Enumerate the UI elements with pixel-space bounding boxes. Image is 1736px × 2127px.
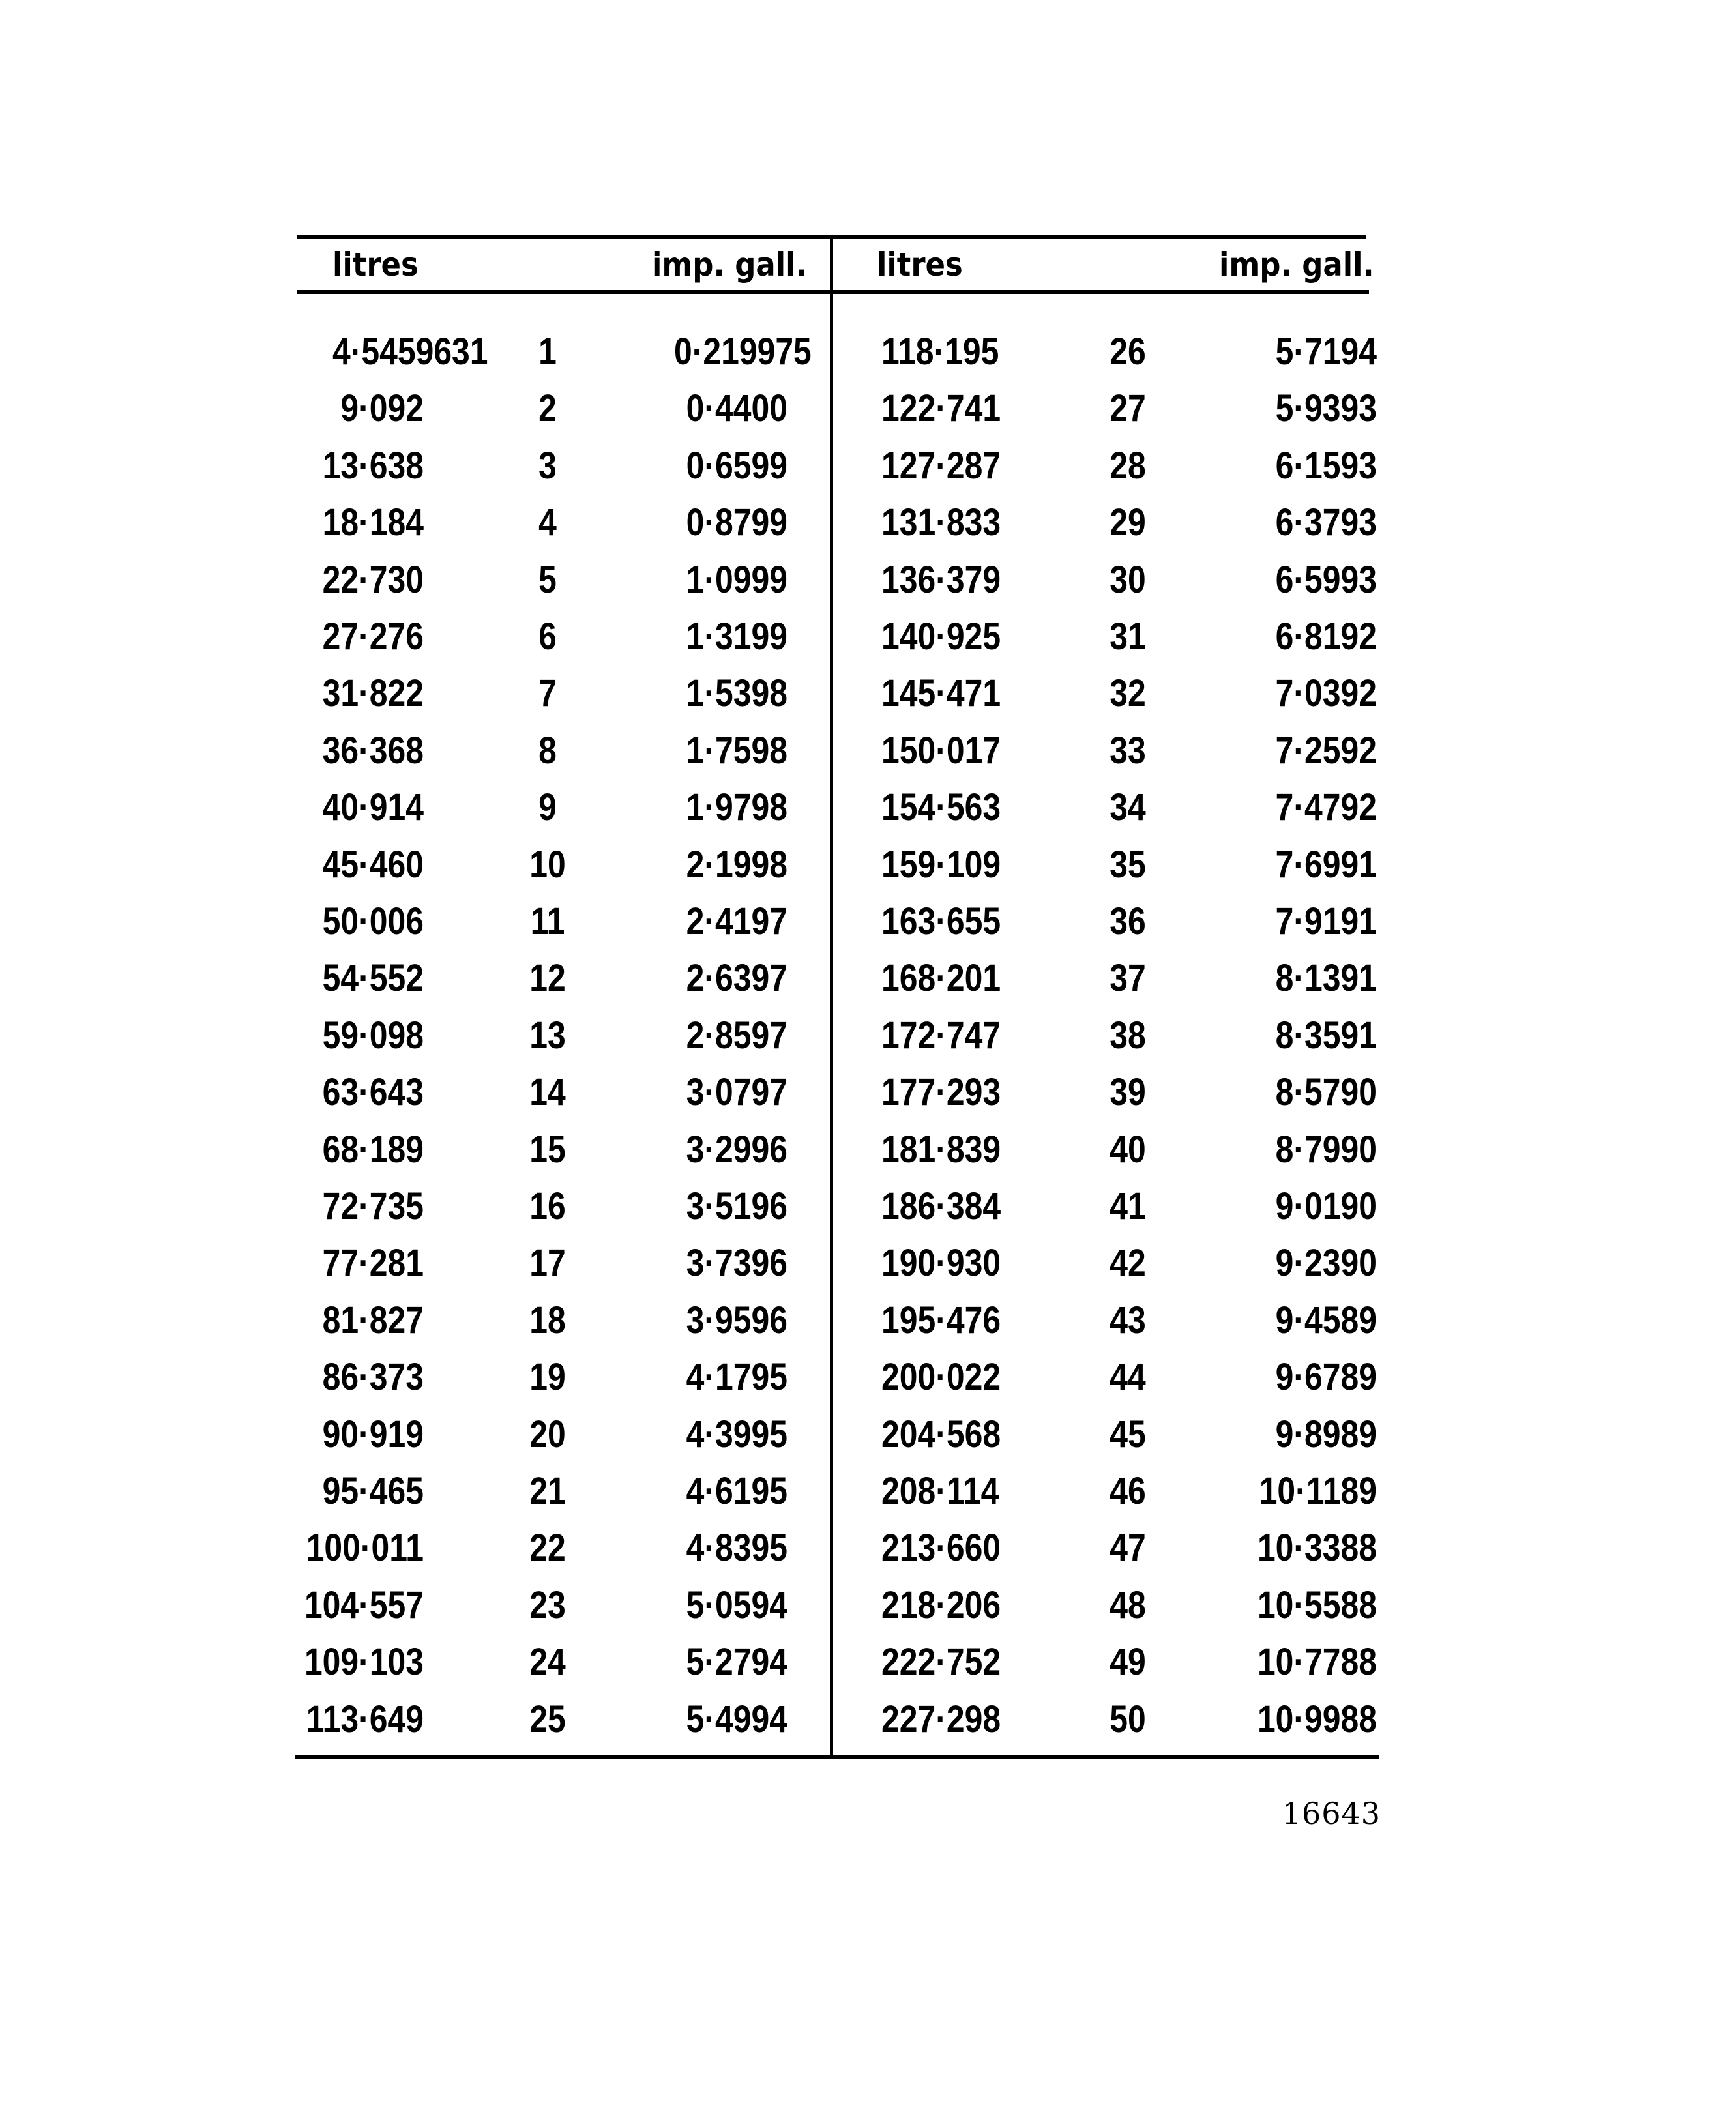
right-row-litres: 208·114	[881, 1470, 999, 1512]
right-row-number: 39	[1110, 1071, 1146, 1113]
right-row-imp-gall: 8·5790	[1275, 1071, 1377, 1113]
right-row-litres: 154·563	[881, 786, 1001, 829]
right-row-number: 40	[1110, 1128, 1146, 1171]
left-row-imp-gall: 2·1998	[686, 843, 787, 886]
right-row-number: 46	[1110, 1470, 1146, 1512]
header-left-litres: litres	[332, 246, 419, 284]
left-row-number: 11	[530, 900, 565, 943]
right-row-imp-gall: 7·9191	[1275, 900, 1377, 943]
left-row-number: 25	[529, 1698, 566, 1740]
left-row-imp-gall: 1·7598	[686, 729, 787, 772]
page-number: 16643	[1282, 1796, 1381, 1831]
right-row-imp-gall: 9·4589	[1275, 1299, 1377, 1342]
right-row-number: 36	[1110, 900, 1146, 943]
right-row-imp-gall: 10·3388	[1257, 1527, 1377, 1569]
left-row-litres: 86·373	[322, 1356, 424, 1398]
left-row-litres: 54·552	[322, 957, 424, 999]
left-row-imp-gall: 2·6397	[686, 957, 787, 999]
left-row-number: 10	[529, 843, 566, 886]
left-row-litres: 68·189	[322, 1128, 424, 1171]
right-row-litres: 218·206	[881, 1584, 1001, 1626]
left-row-imp-gall: 4·1795	[686, 1356, 787, 1398]
left-row-number: 2	[538, 387, 557, 430]
right-row-imp-gall: 8·7990	[1275, 1128, 1377, 1171]
left-row-imp-gall: 0·8799	[686, 501, 787, 544]
right-row-number: 26	[1110, 330, 1146, 373]
left-row-litres: 36·368	[322, 729, 424, 772]
left-row-litres: 109·103	[304, 1641, 424, 1683]
left-row-imp-gall: 2·8597	[686, 1014, 787, 1057]
left-row-number: 13	[529, 1014, 566, 1057]
header-left-imp-gall: imp. gall.	[652, 246, 807, 284]
left-row-imp-gall: 4·3995	[686, 1413, 787, 1456]
right-row-number: 50	[1110, 1698, 1146, 1740]
right-row-imp-gall: 8·1391	[1275, 957, 1377, 999]
left-row-number: 22	[529, 1527, 566, 1569]
left-row-imp-gall: 3·0797	[686, 1071, 787, 1113]
right-row-number: 32	[1110, 672, 1146, 714]
right-row-imp-gall: 9·6789	[1275, 1356, 1377, 1398]
right-row-number: 27	[1110, 387, 1146, 430]
right-row-litres: 172·747	[881, 1014, 1001, 1057]
right-row-imp-gall: 9·8989	[1275, 1413, 1377, 1456]
right-row-litres: 195·476	[881, 1299, 1001, 1342]
left-row-number: 17	[529, 1242, 566, 1284]
right-row-imp-gall: 6·8192	[1275, 615, 1377, 658]
left-row-imp-gall: 0·4400	[686, 387, 787, 430]
right-row-number: 34	[1110, 786, 1146, 829]
right-row-imp-gall: 6·3793	[1275, 501, 1377, 544]
right-row-litres: 150·017	[881, 729, 1001, 772]
table-bottom-rule	[295, 1755, 1379, 1759]
right-row-litres: 145·471	[881, 672, 1001, 714]
left-row-imp-gall: 3·5196	[686, 1185, 787, 1227]
left-row-number: 6	[538, 615, 557, 658]
right-row-number: 42	[1110, 1242, 1146, 1284]
right-row-litres: 136·379	[881, 559, 1001, 601]
right-row-litres: 140·925	[881, 615, 1001, 658]
right-row-litres: 163·655	[881, 900, 1001, 943]
left-row-imp-gall: 3·2996	[686, 1128, 787, 1171]
left-row-litres: 100·011	[306, 1527, 424, 1569]
right-row-number: 37	[1110, 957, 1146, 999]
right-row-litres: 127·287	[881, 445, 1001, 487]
right-row-imp-gall: 10·1189	[1259, 1470, 1377, 1512]
right-row-litres: 190·930	[881, 1242, 1001, 1284]
left-row-imp-gall: 0·6599	[686, 445, 787, 487]
left-row-litres: 81·827	[322, 1299, 424, 1342]
right-row-imp-gall: 8·3591	[1275, 1014, 1377, 1057]
right-row-imp-gall: 6·1593	[1275, 445, 1377, 487]
left-row-litres: 50·006	[322, 900, 424, 943]
left-row-number: 15	[529, 1128, 566, 1171]
right-row-litres: 131·833	[881, 501, 1001, 544]
left-row-imp-gall: 5·0594	[686, 1584, 787, 1626]
left-row-imp-gall: 5·4994	[686, 1698, 787, 1740]
left-row-litres: 72·735	[322, 1185, 424, 1227]
right-row-litres: 200·022	[881, 1356, 1001, 1398]
left-row-litres: 4·5459631	[332, 330, 488, 373]
right-row-imp-gall: 10·5588	[1257, 1584, 1377, 1626]
right-row-number: 47	[1110, 1527, 1146, 1569]
right-row-litres: 122·741	[881, 387, 1001, 430]
right-row-imp-gall: 10·7788	[1257, 1641, 1377, 1683]
right-row-number: 33	[1110, 729, 1146, 772]
left-row-imp-gall: 3·7396	[686, 1242, 787, 1284]
right-row-number: 48	[1110, 1584, 1146, 1626]
table-header-rule	[297, 290, 1369, 294]
right-row-number: 28	[1110, 445, 1146, 487]
right-row-imp-gall: 9·2390	[1275, 1242, 1377, 1284]
left-row-number: 18	[529, 1299, 566, 1342]
right-row-number: 44	[1110, 1356, 1146, 1398]
left-row-imp-gall: 1·5398	[686, 672, 787, 714]
left-row-number: 4	[538, 501, 557, 544]
column-divider	[830, 237, 833, 1757]
left-row-imp-gall: 0·219975	[674, 330, 812, 373]
left-row-number: 1	[538, 330, 557, 373]
left-row-litres: 27·276	[322, 615, 424, 658]
left-row-imp-gall: 3·9596	[686, 1299, 787, 1342]
left-row-imp-gall: 1·0999	[686, 559, 787, 601]
left-row-litres: 31·822	[322, 672, 424, 714]
right-row-number: 30	[1110, 559, 1146, 601]
left-row-number: 5	[538, 559, 557, 601]
left-row-imp-gall: 4·8395	[686, 1527, 787, 1569]
right-row-imp-gall: 9·0190	[1275, 1185, 1377, 1227]
left-row-number: 20	[529, 1413, 566, 1456]
right-row-number: 38	[1110, 1014, 1146, 1057]
right-row-imp-gall: 7·4792	[1275, 786, 1377, 829]
right-row-litres: 186·384	[881, 1185, 1001, 1227]
left-row-litres: 22·730	[322, 559, 424, 601]
right-row-imp-gall: 7·0392	[1275, 672, 1377, 714]
left-row-litres: 9·092	[340, 387, 424, 430]
left-row-number: 14	[529, 1071, 566, 1113]
left-row-number: 19	[529, 1356, 566, 1398]
right-row-number: 45	[1110, 1413, 1146, 1456]
right-row-number: 31	[1110, 615, 1146, 658]
left-row-litres: 77·281	[322, 1242, 424, 1284]
left-row-imp-gall: 4·6195	[686, 1470, 787, 1512]
left-row-litres: 95·465	[322, 1470, 424, 1512]
right-row-imp-gall: 7·2592	[1275, 729, 1377, 772]
right-row-imp-gall: 10·9988	[1257, 1698, 1377, 1740]
left-row-number: 7	[538, 672, 557, 714]
right-row-litres: 168·201	[881, 957, 1001, 999]
left-row-number: 21	[529, 1470, 566, 1512]
right-row-number: 43	[1110, 1299, 1146, 1342]
right-row-imp-gall: 7·6991	[1275, 843, 1377, 886]
left-row-litres: 90·919	[322, 1413, 424, 1456]
left-row-litres: 104·557	[304, 1584, 424, 1626]
left-row-litres: 113·649	[306, 1698, 424, 1740]
left-row-number: 9	[538, 786, 557, 829]
left-row-litres: 40·914	[322, 786, 424, 829]
right-row-number: 41	[1110, 1185, 1146, 1227]
left-row-imp-gall: 1·9798	[686, 786, 787, 829]
left-row-number: 16	[529, 1185, 566, 1227]
left-row-number: 8	[538, 729, 557, 772]
right-row-imp-gall: 5·9393	[1275, 387, 1377, 430]
right-row-number: 29	[1110, 501, 1146, 544]
left-row-number: 23	[529, 1584, 566, 1626]
right-row-imp-gall: 6·5993	[1275, 559, 1377, 601]
left-row-litres: 13·638	[322, 445, 424, 487]
right-row-number: 49	[1110, 1641, 1146, 1683]
right-row-litres: 222·752	[881, 1641, 1001, 1683]
left-row-imp-gall: 1·3199	[686, 615, 787, 658]
right-row-litres: 213·660	[881, 1527, 1001, 1569]
left-row-litres: 63·643	[322, 1071, 424, 1113]
right-row-litres: 181·839	[881, 1128, 1001, 1171]
right-row-number: 35	[1110, 843, 1146, 886]
right-row-litres: 227·298	[881, 1698, 1001, 1740]
right-row-litres: 177·293	[881, 1071, 1001, 1113]
header-right-litres: litres	[877, 246, 963, 284]
left-row-number: 24	[529, 1641, 566, 1683]
left-row-imp-gall: 5·2794	[686, 1641, 787, 1683]
left-row-number: 3	[538, 445, 557, 487]
header-right-imp-gall: imp. gall.	[1219, 246, 1374, 284]
right-row-litres: 204·568	[881, 1413, 1001, 1456]
right-row-imp-gall: 5·7194	[1275, 330, 1377, 373]
left-row-litres: 59·098	[322, 1014, 424, 1057]
left-row-number: 12	[529, 957, 566, 999]
left-row-imp-gall: 2·4197	[686, 900, 787, 943]
left-row-litres: 18·184	[322, 501, 424, 544]
right-row-litres: 159·109	[881, 843, 1001, 886]
right-row-litres: 118·195	[881, 330, 999, 373]
left-row-litres: 45·460	[322, 843, 424, 886]
